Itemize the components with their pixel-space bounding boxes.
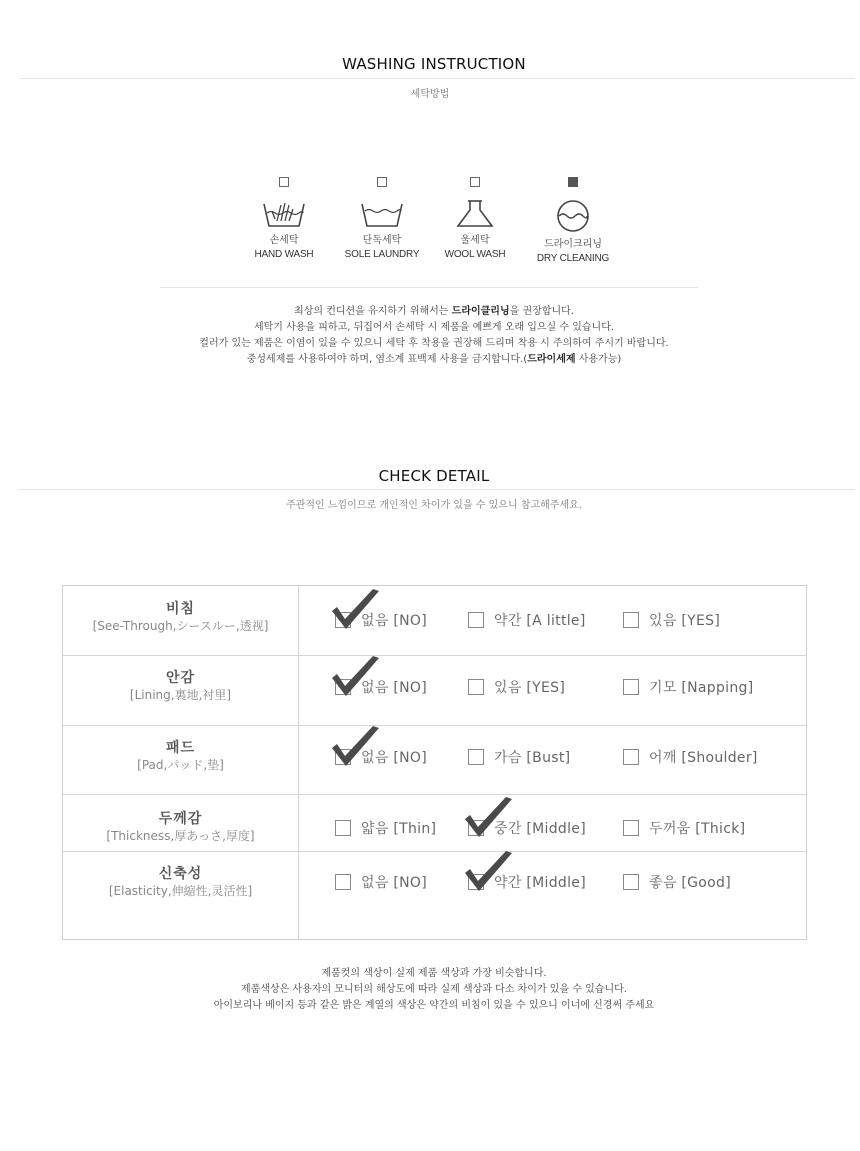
footer-line: 아이보리나 베이지 등과 같은 밝은 계열의 색상은 약간의 비침이 있을 수 있으니 이너에 신경써 주세요 [213,1000,655,1011]
option-label: 없음 [NO] [361,680,428,696]
wash-label-ko: 단독세탁 [362,235,402,246]
wash-option-dry-cleaning [523,177,623,265]
row-divider [63,725,806,726]
option-label: 가슴 [Bust] [494,750,571,766]
checkmark-icon [329,585,381,631]
checkmark-icon [329,652,381,698]
wash-label-en: DRY CLEANING [536,253,610,264]
footer-line: 제품색상은 사용자의 모니터의 해상도에 따라 실제 색상과 다소 차이가 있을 수 있습니다. [241,984,627,995]
option-label: 중간 [Middle] [494,821,586,837]
option-label: 없음 [NO] [361,750,428,766]
check-detail-table [62,585,807,940]
wash-label-ko: 손세탁 [269,235,299,246]
category-thickness: 두께감 [Thickness,厚あっさ,厚度] [106,811,255,843]
category-pad: 패드 [Pad,パッド,垫] [137,740,224,772]
option-label: 약간 [Middle] [494,875,586,891]
washing-subtitle: 세탁방법 [410,89,450,100]
note-line: 중성세제를 사용하여야 하며, 염소계 표백제 사용을 금지합니다.(드라이세제 사용가능) [246,354,622,365]
checkmark-icon [462,793,514,839]
checkbox [468,749,484,765]
footer-line: 제품컷의 색상이 실제 제품 색상과 가장 비슷합니다. [321,968,547,979]
checkbox [623,874,639,890]
dry-clean-icon [550,199,596,233]
option-label: 없음 [NO] [361,875,428,891]
washing-title: WASHING INSTRUCTION [342,55,526,73]
category-elasticity: 신축성 [Elasticity,伸縮性,灵活性] [108,866,253,898]
category-lining: 안감 [Lining,裏地,衬里] [129,670,232,702]
checkmark-icon [462,847,514,893]
option-label: 있음 [YES] [494,680,566,696]
divider [20,78,855,79]
checkbox [335,874,351,890]
note-line: 컬러가 있는 제품은 이염이 있을 수 있으니 세탁 후 착용을 권장해 드리며 착용 시 주의하여 주시기 바랍니다. [199,338,669,349]
option-label: 없음 [NO] [361,613,428,629]
row-divider [63,851,806,852]
check-subtitle: 주관적인 느낌이므로 개인적인 차이가 있을 수 있으니 참고해주세요. [286,500,582,511]
washing-notes [0,304,860,368]
option-label: 좋음 [Good] [649,875,731,891]
wool-flask-icon [452,199,498,229]
divider [18,489,855,490]
note-line: 최상의 컨디션을 유지하기 위해서는 드라이클리닝을 권장합니다. [294,306,574,317]
checkbox [468,679,484,695]
checkbox [623,612,639,628]
column-divider [298,586,299,939]
wash-option-sole-laundry [332,177,432,261]
wash-option-hand-wash [234,177,334,261]
option-label: 얇음 [Thin] [361,821,437,837]
checkbox [335,820,351,836]
checkmark-icon [329,722,381,768]
hand-wash-icon [261,199,307,229]
wash-tub-icon [359,199,405,229]
checkbox [468,612,484,628]
option-label: 있음 [YES] [649,613,721,629]
wash-label-ko: 드라이크리닝 [544,239,602,250]
wash-option-wool-wash [425,177,525,261]
check-title: CHECK DETAIL [378,467,490,485]
checkbox [623,679,639,695]
row-divider [63,655,806,656]
option-label: 두꺼움 [Thick] [649,821,746,837]
option-label: 기모 [Napping] [649,680,754,696]
wash-checkbox-checked [568,177,578,187]
row-divider [63,794,806,795]
footer-notes [0,966,860,1014]
wash-label-ko: 울세탁 [460,235,490,246]
option-label: 약간 [A little] [494,613,586,629]
note-line: 세탁기 사용을 피하고, 뒤집어서 손세탁 시 제품을 예쁘게 오래 입으실 수 있습니다. [253,322,615,333]
wash-label-en: SOLE LAUNDRY [344,249,420,260]
wash-checkbox [377,177,387,187]
wash-label-en: HAND WASH [254,249,314,260]
checkbox [623,820,639,836]
category-see-through: 비침 [See-Through,シースルー,透视] [92,601,269,633]
wash-checkbox [279,177,289,187]
checkbox [623,749,639,765]
wash-checkbox [470,177,480,187]
divider [160,287,698,288]
option-label: 어깨 [Shoulder] [649,750,758,766]
wash-label-en: WOOL WASH [444,249,506,260]
